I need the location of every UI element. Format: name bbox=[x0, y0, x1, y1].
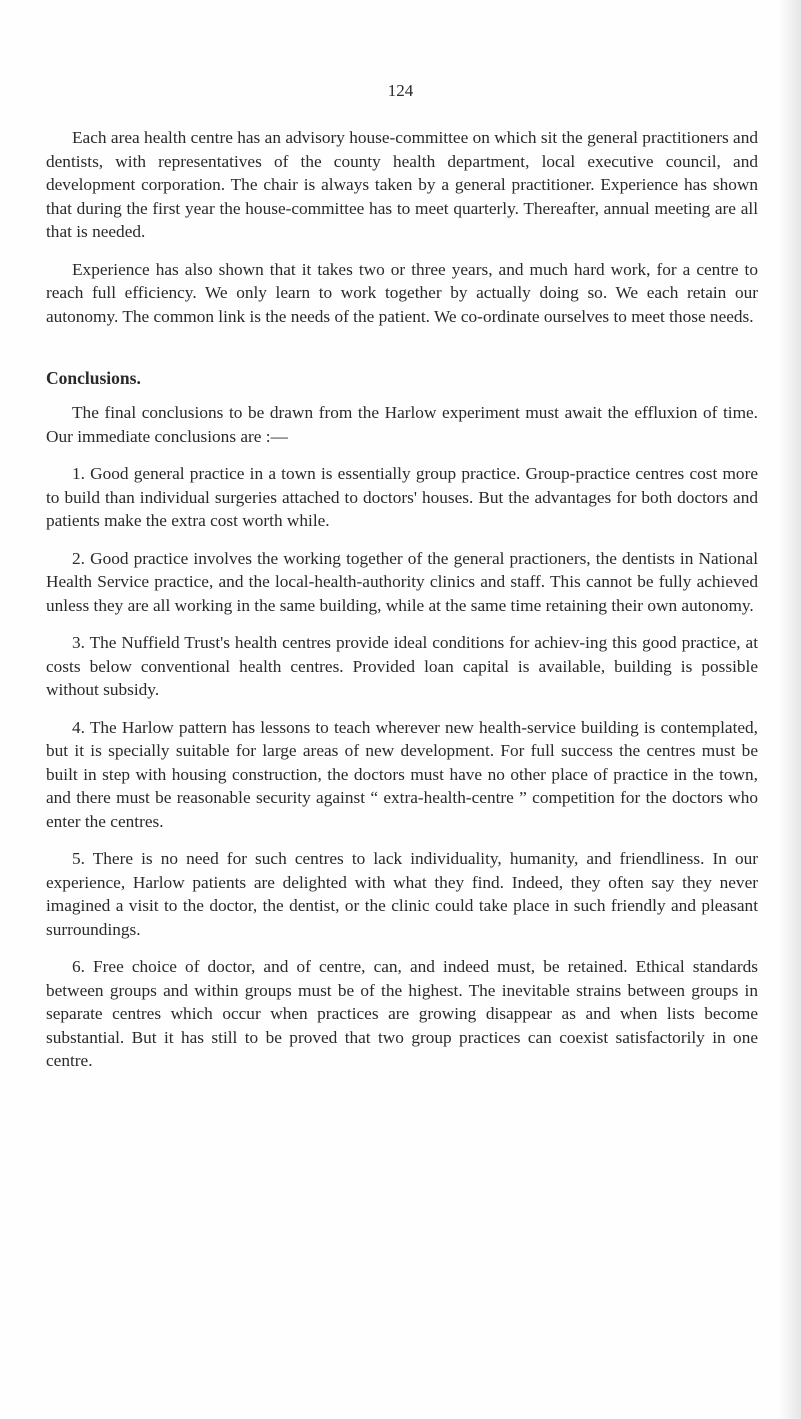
conclusion-item-1: 1. Good general practice in a town is essentially group practice. Group-practice centres cost more to build than individual surgeries attached to doctors' houses. But the advantages for both doctors and patients make the extra cost worth while. bbox=[46, 464, 758, 530]
body-text bbox=[46, 126, 758, 1073]
conclusion-item-3: 3. The Nuffield Trust's health centres provide ideal conditions for achiev-ing this good practice, at costs below conventional health centres. Provided loan capital is available, building is possible without subsidy. bbox=[46, 633, 758, 699]
page-edge-shadow bbox=[779, 0, 801, 1419]
section-heading-conclusions: Conclusions. bbox=[46, 368, 141, 388]
conclusion-item-2: 2. Good practice involves the working together of the general practioners, the dentists in National Health Service practice, and the local-health-authority clinics and staff. This cannot be fully achieved unless they are all working in the same building, while at the same time retaining their own autonomy. bbox=[46, 548, 758, 615]
paragraph-advisory-committee: Each area health centre has an advisory house-committee on which sit the general practitioners and dentists, with representatives of the county health department, local executive council, and development corporation. The chair is always taken by a general practitioner. Experience has shown that during the first year the house-committee has to meet quarterly. Thereafter, annual meeting are all that is needed. bbox=[46, 128, 758, 241]
conclusion-item-6: 6. Free choice of doctor, and of centre, can, and indeed must, be retained. Ethical standards between groups and within groups must be of the highest. The inevitable strains between groups in separate centres which occur when practices are growing disappear as and when lists become substantial. But it has still to be proved that two group practices can coexist satisfactorily in one centre. bbox=[46, 957, 758, 1070]
paragraph-conclusions-intro: The final conclusions to be drawn from the Harlow experiment must await the effluxion of time. Our immediate conclusions are :— bbox=[46, 403, 758, 446]
conclusion-item-5: 5. There is no need for such centres to lack individuality, humanity, and friendliness. In our experience, Harlow patients are delighted with what they find. Indeed, they often say they never imagined a visit to the doctor, the dentist, or the clinic could take place in such friendly and pleasant surroundings. bbox=[46, 849, 758, 939]
page-number: 124 bbox=[387, 81, 414, 100]
paragraph-experience: Experience has also shown that it takes two or three years, and much hard work, for a centre to reach full efficiency. We only learn to work together by actually doing so. We each retain our autonomy. The common link is the needs of the patient. We co-ordinate ourselves to meet those needs. bbox=[46, 259, 758, 326]
conclusion-item-4: 4. The Harlow pattern has lessons to teach wherever new health-service building is contemplated, but it is specially suitable for large areas of new development. For full success the centres must be built in step with housing construction, the doctors must have no other place of practice in the town, and there must be reasonable security against “ extra-health-centre ” competition for the doctors who enter the centres. bbox=[46, 717, 758, 831]
